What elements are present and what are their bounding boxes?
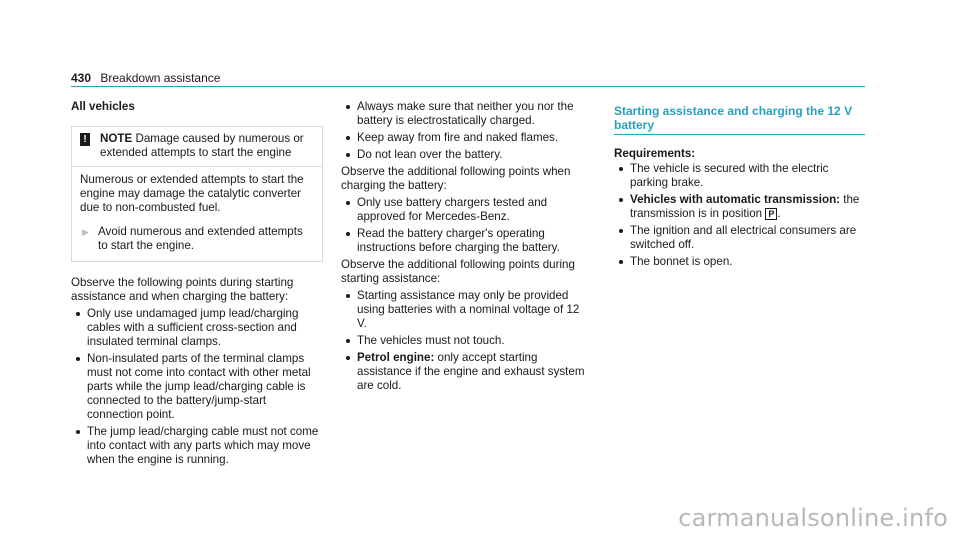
petrol-text: only accept starting assistance if the engine and exhaust system are cold. (357, 351, 585, 392)
list-item: Starting assistance may only be provided using batteries with a nominal voltage of 12 V. (341, 289, 591, 331)
list-item: Non-insulated parts of the terminal clamps must not come into contact with other metal parts while the jump lead/charging cable is connected to the battery/jump-start connection point. (71, 352, 323, 422)
requirements-label: Requirements: (614, 147, 696, 160)
req-automatic-label: Vehicles with automatic transmission: (630, 193, 841, 206)
list-item: The ignition and all electrical consumers are switched off. (614, 224, 865, 252)
note-label: NOTE (100, 132, 133, 145)
requirements-list (614, 162, 865, 269)
list-item: The vehicles must not touch. (341, 334, 591, 348)
list-item: The jump lead/charging cable must not come into contact with any parts which may move when the engine is running. (71, 425, 323, 467)
intro-charging: Observe the additional following points when charging the battery: (341, 165, 571, 192)
note-title: Damage caused by numerous or extended attempts to start the engine (100, 132, 304, 159)
bullet-icon (346, 356, 350, 360)
list-item: Keep away from fire and naked flames. (341, 131, 591, 145)
column-2 (341, 100, 591, 393)
bullet-icon (346, 232, 350, 236)
bullet-icon (346, 339, 350, 343)
note-header (72, 127, 322, 167)
park-position-icon: P (765, 208, 777, 220)
list-item: The vehicle is secured with the electric parking brake. (614, 162, 865, 190)
bullet-icon (619, 229, 623, 233)
bullet-icon (619, 198, 623, 202)
list-item (341, 351, 591, 393)
note-action (80, 225, 314, 253)
action-arrow-icon: ▶ (82, 227, 89, 237)
bullet-icon (76, 430, 80, 434)
bullet-list (341, 196, 591, 255)
bullet-icon (619, 167, 623, 171)
section-title: Starting assistance and charging the 12 V battery (614, 104, 853, 132)
bullet-icon (346, 153, 350, 157)
heading-all-vehicles: All vehicles (71, 100, 135, 113)
list-item: Only use battery chargers tested and approved for Mercedes-Benz. (341, 196, 591, 224)
section-name: Breakdown assistance (100, 71, 221, 85)
page-header (71, 71, 220, 85)
bullet-list (341, 289, 591, 393)
bullet-icon (346, 136, 350, 140)
list-item: Vehicles with automatic transmission: the transmission is in position P . (614, 193, 865, 221)
page-number: 430 (71, 71, 92, 85)
list-item: Only use undamaged jump lead/charging cables with a sufficient cross-section and insulated terminal clamps. (71, 307, 323, 349)
watermark: carmanualsonline.info (678, 504, 948, 532)
bullet-list (71, 307, 323, 467)
list-item: The bonnet is open. (614, 255, 865, 269)
bullet-icon (346, 105, 350, 109)
bullet-icon (346, 201, 350, 205)
petrol-label: Petrol engine: (357, 351, 435, 364)
column-3 (614, 104, 865, 269)
section-rule (614, 134, 865, 135)
bullet-list (341, 100, 591, 162)
note-action-text: Avoid numerous and extended attempts to start the engine. (98, 225, 303, 252)
bullet-icon (76, 312, 80, 316)
bullet-icon (619, 260, 623, 264)
column-1 (71, 100, 323, 467)
note-box (71, 126, 323, 262)
bullet-icon (346, 294, 350, 298)
header-rule (71, 86, 865, 87)
bullet-icon (76, 357, 80, 361)
list-item: Always make sure that neither you nor the battery is electrostatically charged. (341, 100, 591, 128)
note-text: Numerous or extended attempts to start the engine may damage the catalytic converter due to non-combusted fuel. (80, 173, 304, 214)
warning-icon: ! (80, 133, 90, 146)
list-item: Do not lean over the battery. (341, 148, 591, 162)
intro-paragraph: Observe the following points during starting assistance and when charging the battery: (71, 276, 294, 303)
list-item: Read the battery charger's operating instructions before charging the battery. (341, 227, 591, 255)
note-body (72, 167, 322, 261)
intro-starting: Observe the additional following points during starting assistance: (341, 258, 575, 285)
